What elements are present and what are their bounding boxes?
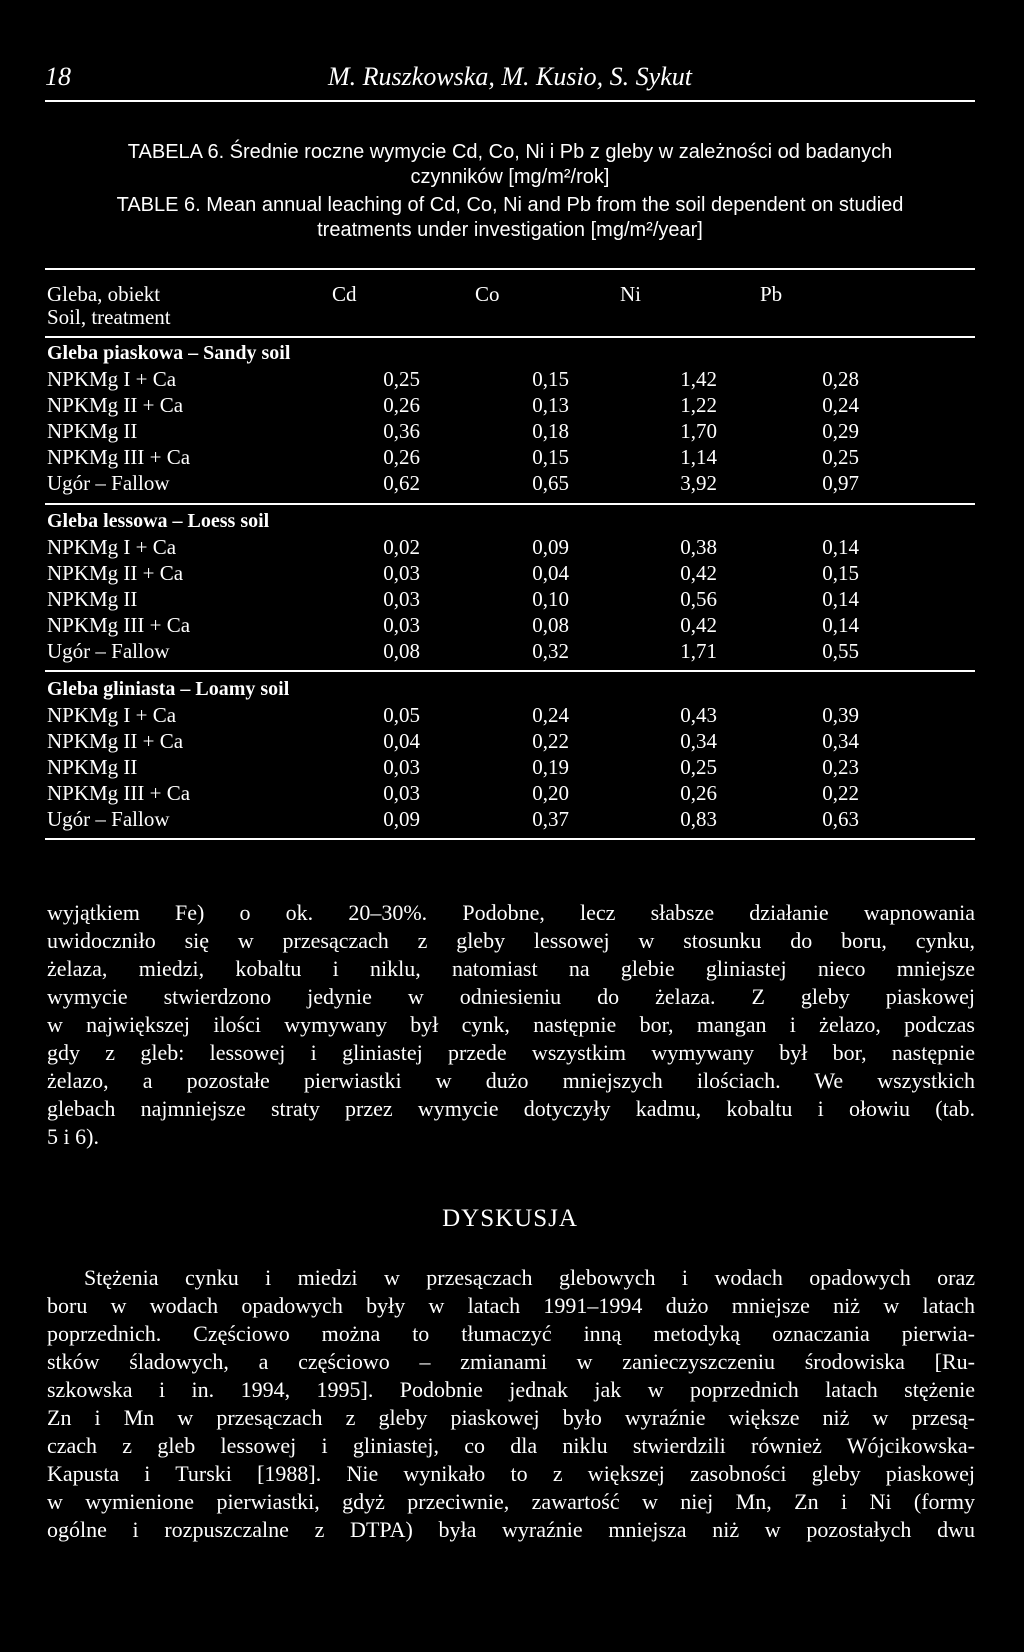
cell-co: 0,15	[532, 445, 569, 469]
body-paragraph-continued	[47, 1292, 975, 1544]
table-header-cd: Cd	[332, 282, 357, 306]
cell-pb: 0,23	[822, 755, 859, 779]
table-row	[47, 470, 975, 496]
cell-ni: 0,34	[680, 729, 717, 753]
cell-ni: 1,22	[680, 393, 717, 417]
cell-pb: 0,63	[822, 807, 859, 831]
cell-co: 0,37	[532, 807, 569, 831]
cell-cd: 0,08	[383, 639, 420, 663]
running-header	[45, 62, 975, 102]
cell-co: 0,20	[532, 781, 569, 805]
table-group-title: Gleba piaskowa – Sandy soil	[47, 342, 291, 364]
table-group-title: Gleba lessowa – Loess soil	[47, 510, 270, 532]
cell-ni: 1,71	[680, 639, 717, 663]
table-row	[47, 702, 975, 728]
cell-co: 0,10	[532, 587, 569, 611]
caption-line: TABELA 6. Średnie roczne wymycie Cd, Co, Ni i Pb z gleby w zależności od badanych	[127, 141, 893, 163]
cell-pb: 0,14	[822, 535, 859, 559]
table-row	[47, 392, 975, 418]
cell-pb: 0,22	[822, 781, 859, 805]
table-header-rule	[45, 336, 975, 338]
cell-pb: 0,25	[822, 445, 859, 469]
row-label: NPKMg II	[47, 755, 138, 779]
cell-ni: 1,42	[680, 367, 717, 391]
table-row	[47, 560, 975, 586]
cell-pb: 0,15	[822, 561, 859, 585]
cell-co: 0,19	[532, 755, 569, 779]
cell-pb: 0,39	[822, 703, 859, 727]
table-row	[47, 754, 975, 780]
cell-pb: 0,28	[822, 367, 859, 391]
text-line: wyjątkiem Fe) o ok. 20–30%. Podobne, lecz słabsze działanie wapnowania	[47, 900, 975, 925]
cell-cd: 0,62	[383, 471, 420, 495]
table-row	[47, 728, 975, 754]
cell-co: 0,15	[532, 367, 569, 391]
page-number: 18	[45, 62, 71, 91]
cell-pb: 0,97	[822, 471, 859, 495]
table-row	[47, 534, 975, 560]
table-row	[47, 806, 975, 832]
table-top-rule	[45, 268, 975, 270]
row-label: NPKMg III + Ca	[47, 445, 191, 469]
cell-cd: 0,03	[383, 781, 420, 805]
cell-co: 0,08	[532, 613, 569, 637]
cell-pb: 0,14	[822, 587, 859, 611]
text-line: szkowska i in. 1994, 1995]. Podobnie jednak jak w poprzednich latach stężenie	[47, 1377, 975, 1402]
cell-ni: 0,42	[680, 613, 717, 637]
table-header-col0-line2: Soil, treatment	[47, 305, 171, 329]
row-label: NPKMg I + Ca	[47, 703, 177, 727]
row-label: NPKMg III + Ca	[47, 781, 191, 805]
row-label: NPKMg II	[47, 587, 138, 611]
cell-cd: 0,09	[383, 807, 420, 831]
table-group-title: Gleba gliniasta – Loamy soil	[47, 678, 290, 700]
table-caption-english	[45, 193, 975, 243]
body-paragraph	[47, 899, 975, 1151]
cell-pb: 0,34	[822, 729, 859, 753]
cell-co: 0,13	[532, 393, 569, 417]
cell-cd: 0,36	[383, 419, 420, 443]
cell-cd: 0,26	[383, 393, 420, 417]
row-label: NPKMg I + Ca	[47, 367, 177, 391]
cell-co: 0,24	[532, 703, 569, 727]
table-bottom-rule	[45, 838, 975, 840]
text-line: gdy z gleb: lessowej i gliniastej przede wszystkim wymywany był bor, następnie	[47, 1040, 975, 1065]
table-caption-polish	[45, 140, 975, 190]
body-paragraph	[47, 1264, 975, 1292]
cell-ni: 1,14	[680, 445, 717, 469]
table-row	[47, 444, 975, 470]
cell-co: 0,04	[532, 561, 569, 585]
cell-cd: 0,03	[383, 587, 420, 611]
cell-ni: 0,56	[680, 587, 717, 611]
text-line: stków śladowych, a częściowo – zmianami w zanieczyszczeniu środowiska [Ru-	[47, 1349, 975, 1374]
table-group-rule	[45, 503, 975, 505]
table-row	[47, 418, 975, 444]
cell-pb: 0,29	[822, 419, 859, 443]
cell-pb: 0,55	[822, 639, 859, 663]
text-line: Stężenia cynku i miedzi w przesączach glebowych i wodach opadowych oraz	[84, 1265, 975, 1290]
cell-co: 0,22	[532, 729, 569, 753]
cell-pb: 0,14	[822, 613, 859, 637]
table-row	[47, 780, 975, 806]
caption-line: treatments under investigation [mg/m²/year]	[317, 219, 703, 241]
cell-ni: 0,42	[680, 561, 717, 585]
cell-cd: 0,02	[383, 535, 420, 559]
caption-line: czynników [mg/m²/rok]	[410, 166, 610, 188]
cell-co: 0,65	[532, 471, 569, 495]
row-label: NPKMg I + Ca	[47, 535, 177, 559]
text-line: w wymienione pierwiastki, gdyż przeciwnie, zawartość w niej Mn, Zn i Ni (formy	[47, 1489, 975, 1514]
text-line: 5 i 6).	[47, 1124, 99, 1149]
text-line: żelaza, miedzi, kobaltu i niklu, natomiast na glebie gliniastej nieco mniejsze	[47, 956, 975, 981]
table-row	[47, 638, 975, 664]
cell-ni: 0,43	[680, 703, 717, 727]
cell-ni: 0,25	[680, 755, 717, 779]
table-group-rule	[45, 670, 975, 672]
table-row	[47, 612, 975, 638]
cell-ni: 3,92	[680, 471, 717, 495]
text-line: Zn i Mn w przesączach z gleby piaskowej było wyraźnie większe niż w przesą-	[47, 1405, 975, 1430]
text-line: wymycie stwierdzono jedynie w odniesieniu do żelaza. Z gleby piaskowej	[47, 984, 975, 1009]
text-line: żelazo, a pozostałe pierwiastki w dużo mniejszych ilościach. We wszystkich	[47, 1068, 975, 1093]
text-line: ogólne i rozpuszczalne z DTPA) była wyraźnie mniejsza niż w pozostałych dwu	[47, 1517, 975, 1542]
row-label: Ugór – Fallow	[47, 639, 170, 663]
cell-cd: 0,25	[383, 367, 420, 391]
cell-cd: 0,26	[383, 445, 420, 469]
cell-ni: 0,38	[680, 535, 717, 559]
table-header-pb: Pb	[760, 282, 783, 306]
caption-line: TABLE 6. Mean annual leaching of Cd, Co, Ni and Pb from the soil dependent on studied	[116, 194, 904, 216]
cell-cd: 0,04	[383, 729, 420, 753]
running-header-authors: M. Ruszkowska, M. Kusio, S. Sykut	[328, 62, 692, 91]
table-row	[47, 586, 975, 612]
row-label: NPKMg II + Ca	[47, 729, 184, 753]
cell-pb: 0,24	[822, 393, 859, 417]
cell-ni: 1,70	[680, 419, 717, 443]
cell-cd: 0,03	[383, 561, 420, 585]
row-label: NPKMg II	[47, 419, 138, 443]
row-label: NPKMg III + Ca	[47, 613, 191, 637]
text-line: poprzednich. Częściowo można to tłumaczyć inną metodyką oznaczania pierwia-	[47, 1321, 975, 1346]
table-header-ni: Ni	[620, 282, 641, 306]
cell-ni: 0,26	[680, 781, 717, 805]
row-label: Ugór – Fallow	[47, 807, 170, 831]
text-line: czach z gleb lessowej i gliniastej, co dla niklu stwierdzili również Wójcikowska-	[47, 1433, 975, 1458]
table-header-col0-line1: Gleba, obiekt	[47, 282, 161, 306]
cell-cd: 0,03	[383, 755, 420, 779]
text-line: w największej ilości wymywany był cynk, następnie bor, mangan i żelazo, podczas	[47, 1012, 975, 1037]
cell-co: 0,09	[532, 535, 569, 559]
row-label: Ugór – Fallow	[47, 471, 170, 495]
text-line: uwidoczniło się w przesączach z gleby lessowej w stosunku do boru, cynku,	[47, 928, 975, 953]
row-label: NPKMg II + Ca	[47, 561, 184, 585]
text-line: boru w wodach opadowych były w latach 1991–1994 dużo mniejsze niż w latach	[47, 1293, 975, 1318]
table-header-co: Co	[475, 282, 500, 306]
row-label: NPKMg II + Ca	[47, 393, 184, 417]
cell-co: 0,32	[532, 639, 569, 663]
cell-cd: 0,05	[383, 703, 420, 727]
cell-cd: 0,03	[383, 613, 420, 637]
text-line: glebach najmniejsze straty przez wymycie dotyczyły kadmu, kobaltu i ołowiu (tab.	[47, 1096, 975, 1121]
section-heading: DYSKUSJA	[442, 1205, 578, 1232]
cell-co: 0,18	[532, 419, 569, 443]
table-row	[47, 366, 975, 392]
cell-ni: 0,83	[680, 807, 717, 831]
text-line: Kapusta i Turski [1988]. Nie wynikało to z większej zasobności gleby piaskowej	[47, 1461, 975, 1486]
